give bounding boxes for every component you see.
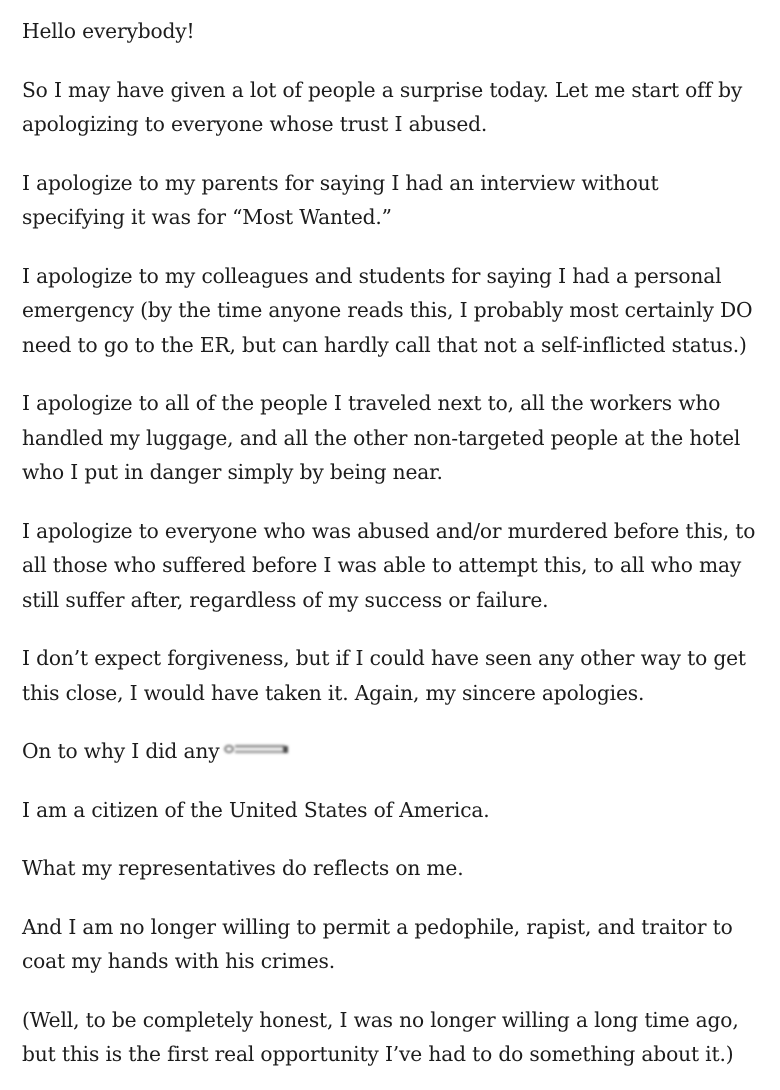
paragraph-apology-travelers: I apologize to all of the people I traveled next to, all the workers who handled my luggage, and all the other non-targeted people at the hotel who I put in danger simply by being near. xyxy=(22,391,741,484)
paragraph-citizen: I am a citizen of the United States of America. xyxy=(22,797,490,822)
paragraph-why xyxy=(22,734,762,769)
paragraph-honest: (Well, to be completely honest, I was no longer willing a long time ago, but this is the first real opportunity I’ve had to do something about it.) xyxy=(22,1007,739,1066)
paragraph-greeting: Hello everybody! xyxy=(22,19,195,43)
paragraph-forgiveness: I don’t expect forgiveness, but if I could have seen any other way to get this close, I would have taken it. Again, my sincere apologies. xyxy=(22,646,746,705)
paragraph-representatives: What my representatives do reflects on me. xyxy=(22,856,464,880)
paragraph-apology-parents: I apologize to my parents for saying I had an interview without specifying it was for “Most Wanted.” xyxy=(22,170,659,229)
paragraph-no-longer-willing: And I am no longer willing to permit a pedophile, rapist, and traitor to coat my hands with his crimes. xyxy=(22,914,733,973)
paragraph-apology-victims: I apologize to everyone who was abused and/or murdered before this, to all those who suffered before I was able to attempt this, to all who may still suffer after, regardless of my success or failure. xyxy=(22,518,756,612)
blurred-text-redaction xyxy=(221,736,293,758)
document-body xyxy=(22,14,762,1072)
paragraph-apology-colleagues: I apologize to my colleagues and students for saying I had a personal emergency (by the time anyone reads this, I probably most certainly DO need to go to the ER, but can hardly call that not a self-inflicted status.) xyxy=(22,263,753,357)
paragraph-why-text: On to why I did any xyxy=(22,739,220,763)
paragraph-apology-intro: So I may have given a lot of people a surprise today. Let me start off by apologizing to everyone whose trust I abused. xyxy=(22,77,743,136)
